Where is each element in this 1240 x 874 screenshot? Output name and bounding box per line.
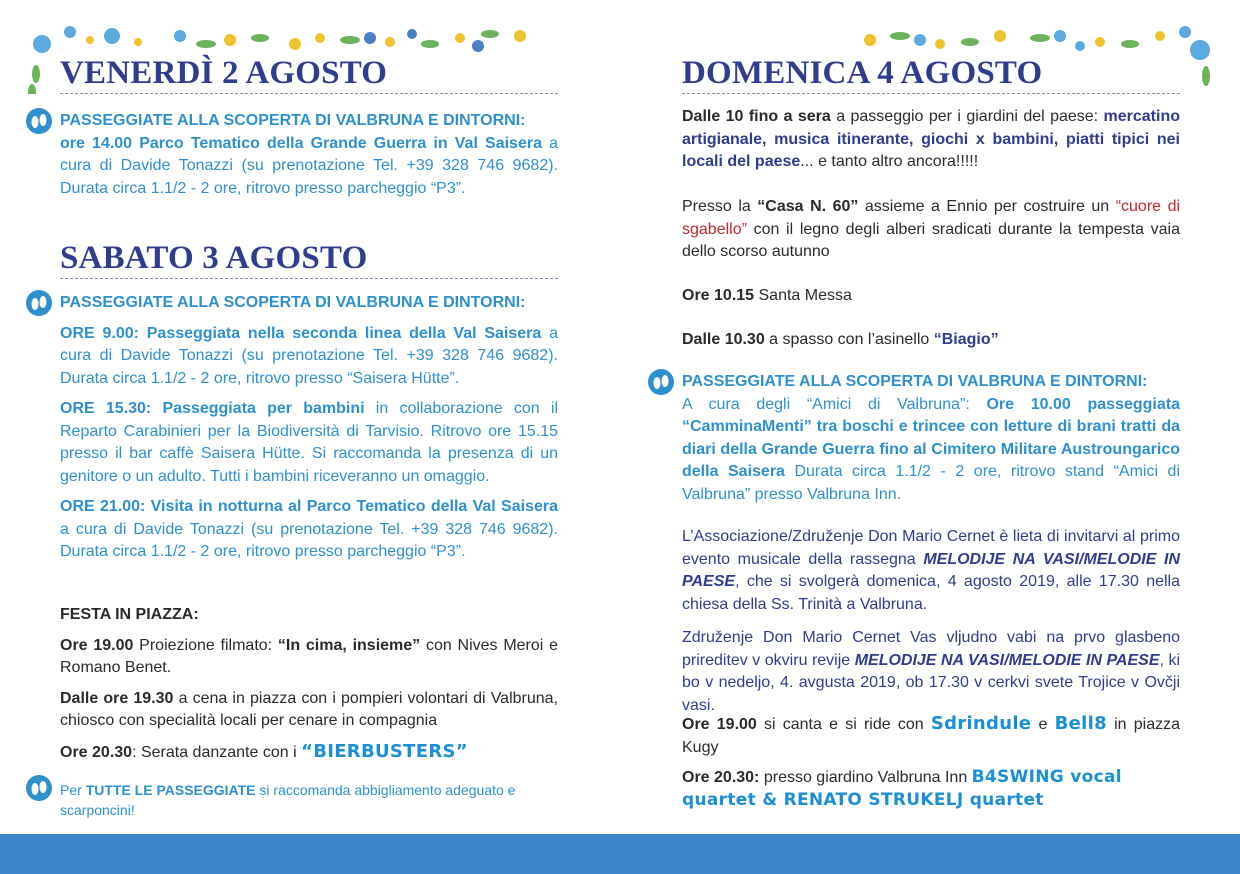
event-text: a passeggio per i giardini del paese: <box>830 108 1104 125</box>
event-text: Presso la <box>682 198 758 215</box>
friday-walk <box>60 110 558 200</box>
event-text: Proiezione filmato: <box>133 636 278 654</box>
walk-details: a cura di Davide Tonazzi (su prenotazione Tel. +39 328 746 9682). Durata circa 1.1/2 - 2 ore, ritrovo presso “Saisera Hütte”. <box>60 324 559 387</box>
shoes-note <box>60 780 558 820</box>
note-text: Per <box>60 782 86 798</box>
casa-60 <box>682 196 1180 264</box>
event-text: ... e tanto altro ancora!!!!! <box>800 153 979 170</box>
band-name: B4SWING vocal quartet & RENATO STRUKELJ quartet <box>682 767 1122 810</box>
event-time: Ore 19.00 <box>60 636 134 654</box>
event-text: : Serata danzante con i <box>132 743 302 761</box>
festa-heading: FESTA IN PIAZZA: <box>60 606 199 623</box>
walk-time: ORE 21.00: Visita in notturna al Parco Tematico della Val Saisera <box>60 498 558 515</box>
day-title-sunday: DOMENICA 4 AGOSTO <box>682 55 1180 94</box>
event-text: assieme a Ennio per costruire un <box>858 198 1116 215</box>
band-name: Sdrindule <box>930 713 1032 734</box>
event-time: Ore 10.15 <box>682 287 755 304</box>
walk-details: a cura di Davide Tonazzi (su prenotazione Tel. +39 328 746 9682). Durata circa 1.1/2 - 2 ore, ritrovo presso parcheggio “P3”. <box>60 134 559 197</box>
concert-text: , ki bo v nedeljo, 4. avgusta 2019, ob 17.30 v cerkvi svete Trojice v Ovčji vasi. <box>682 651 1181 714</box>
event-text: con Nives Meroi e Romano Benet. <box>60 636 559 676</box>
boots-icon <box>25 289 53 317</box>
activity-name: “cuore di sgabello” <box>682 198 1181 238</box>
walk-details: Durata circa 1.1/2 - 2 ore, ritrovo stand “Amici di Valbruna” presso Valbruna Inn. <box>682 463 1180 503</box>
event-time: Ore 20.30 <box>60 743 133 761</box>
boots-icon <box>647 368 675 396</box>
donkey-ride <box>682 329 1180 352</box>
boots-icon <box>25 774 53 802</box>
concert-text: , che si svolgerà domenica, 4 agosto 2019, alle 17.30 nella chiesa della Ss. Trinità a Valbruna. <box>682 573 1180 613</box>
film-title: “In cima, insieme” <box>277 636 421 654</box>
evening-concert <box>682 766 1180 812</box>
event-text: in piazza Kugy <box>682 716 1180 756</box>
note-emphasis: TUTTE LE PASSEGGIATE <box>85 782 256 798</box>
mass <box>682 285 1180 308</box>
event-highlights: mercatino artigianale, musica itinerante, giochi x bambini, piatti tipici nei locali del paese <box>682 108 1180 170</box>
footer-band <box>0 834 1240 874</box>
venue-name: “Casa N. 60” <box>757 198 859 215</box>
event-text: con il legno degli alberi sradicati durante la tempesta vaia dello scorso autunno <box>682 220 1180 260</box>
walk-details: in collaborazione con il Reparto Carabinieri per la Biodiversità di Tarvisio. Ritrovo ore 15.15 presso il bar caffè Saisera Hütte. Si raccomanda la presenza di un genitore o un adulto. Tutti i bambini riceveranno un omaggio. <box>60 400 558 485</box>
festa-in-piazza <box>60 604 558 764</box>
evening-show <box>682 713 1180 759</box>
event-text: a cena in piazza con i pompieri volontari di Valbruna, chiosco con specialità locali per cenare in compagnia <box>60 689 558 729</box>
walk-details: Ore 10.00 passeggiata “CamminaMenti” tra boschi e trincee con letture di brani tratti da diari della Grande Guerra fino al Cimitero Militare Austroungarico della Saisera <box>682 395 1180 480</box>
band-name: “BIERBUSTERS” <box>301 740 468 762</box>
concert-text: Združenje Don Mario Cernet Vas vljudno vabi na prvo glasbeno prireditev v okviru revije <box>682 629 1180 669</box>
note-text: si raccomanda abbigliamento adeguato e scarponcini! <box>60 782 516 818</box>
walk-time: ORE 9.00: Passeggiata nella seconda linea della Val Saisera <box>60 324 542 342</box>
walk-heading: PASSEGGIATE ALLA SCOPERTA DI VALBRUNA E DINTORNI: <box>682 373 1148 390</box>
walk-time: ORE 15.30: Passeggiata per bambini <box>60 400 365 417</box>
walk-details: a cura di Davide Tonazzi (su prenotazione Tel. +39 328 746 9682). Durata circa 1.1/2 - 2 ore, ritrovo presso parcheggio “P3”. <box>60 520 558 560</box>
event-time: Ore 19.00 <box>682 716 757 733</box>
event-text: presso giardino Valbruna Inn <box>759 769 972 786</box>
event-text: a spasso con l’asinello <box>764 331 934 348</box>
donkey-name: “Biagio” <box>933 331 999 348</box>
day-title-saturday: SABATO 3 AGOSTO <box>60 240 558 279</box>
event-time: Dalle 10 fino a sera <box>682 108 831 125</box>
sunday-walk <box>682 371 1180 506</box>
concert-italian <box>682 526 1180 616</box>
boots-icon <box>25 107 53 135</box>
walk-time: ore 14.00 Parco Tematico della Grande Guerra in Val Saisera <box>60 134 542 152</box>
walk-organizer: A cura degli “Amici di Valbruna”: <box>682 395 987 413</box>
day-title-friday: VENERDÌ 2 AGOSTO <box>60 55 558 94</box>
band-name: Bell8 <box>1054 713 1107 734</box>
concert-slovenian <box>682 627 1180 717</box>
concert-text: L’Associazione/Združenje Don Mario Cernet è lieta di invitarvi al primo evento musicale della rassegna <box>682 528 1180 568</box>
event-time: Ore 20.30: <box>682 769 760 786</box>
event-time: Dalle 10.30 <box>682 331 765 348</box>
walk-heading: PASSEGGIATE ALLA SCOPERTA DI VALBRUNA E DINTORNI: <box>60 112 526 129</box>
event-text: si canta e si ride con <box>756 716 931 733</box>
sunday-intro <box>682 106 1180 174</box>
event-time: Dalle ore 19.30 <box>60 689 174 707</box>
saturday-walks <box>60 292 558 564</box>
event-text: e <box>1031 716 1055 733</box>
series-title: MELODIJE NA VASI/MELODIE IN PAESE <box>854 651 1160 669</box>
series-title: MELODIJE NA VASI/MELODIE IN PAESE <box>682 550 1180 590</box>
event-text: Santa Messa <box>754 287 852 304</box>
walk-heading: PASSEGGIATE ALLA SCOPERTA DI VALBRUNA E DINTORNI: <box>60 294 526 311</box>
